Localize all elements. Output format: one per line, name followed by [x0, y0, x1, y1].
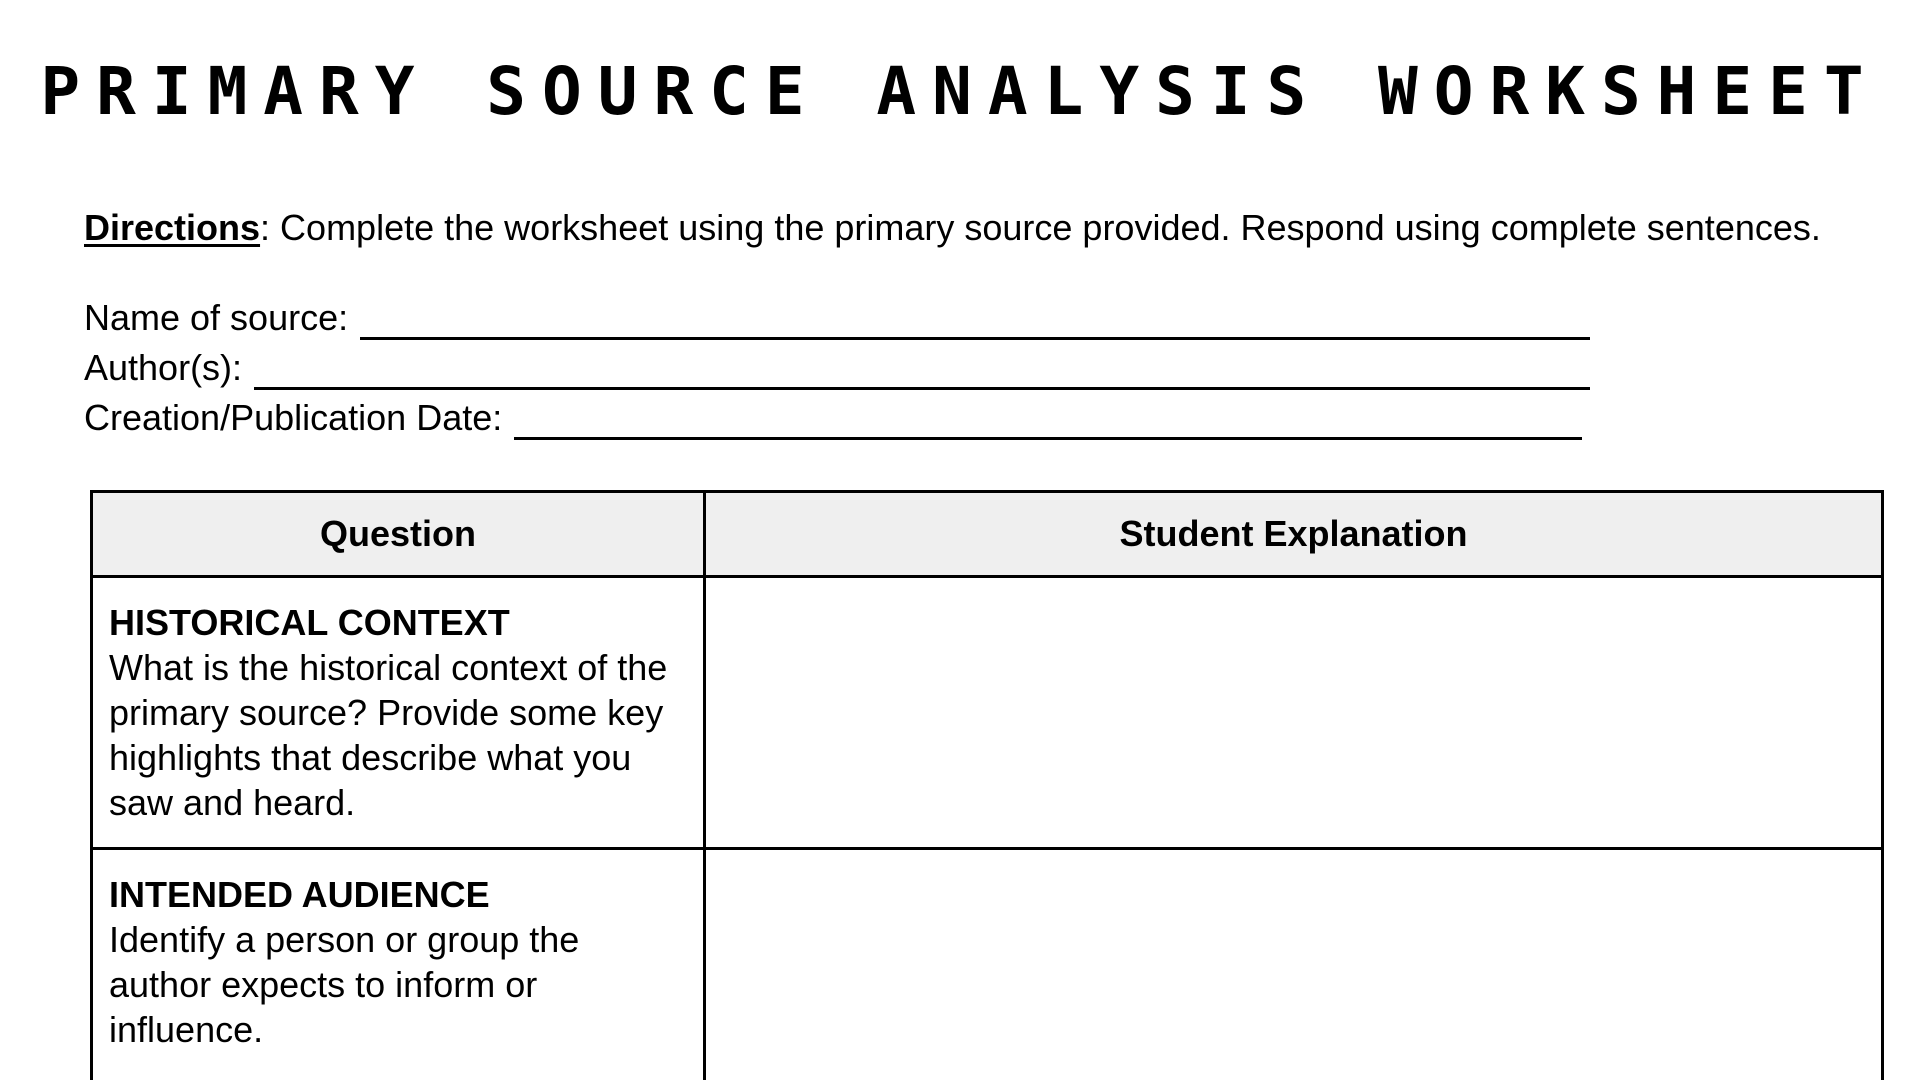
- directions-label: Directions: [84, 207, 261, 248]
- question-cell: [92, 577, 705, 849]
- question-cell: [92, 849, 705, 1080]
- answer-cell[interactable]: [705, 577, 1883, 849]
- name-of-source-blank[interactable]: [360, 305, 1590, 340]
- name-of-source-field: [84, 296, 1590, 340]
- question-text: Identify a person or group the author expects to inform or influence.: [109, 919, 580, 1050]
- authors-label: Author(s):: [84, 347, 243, 388]
- question-heading: INTENDED AUDIENCE: [109, 874, 490, 915]
- name-of-source-label: Name of source:: [84, 297, 349, 338]
- directions: [84, 206, 1821, 250]
- question-text: What is the historical context of the primary source? Provide some key highlights that describe what you saw and heard.: [109, 647, 668, 823]
- worksheet-title: PRIMARY SOURCE ANALYSIS WORKSHEET: [40, 53, 1880, 130]
- authors-blank[interactable]: [254, 355, 1590, 390]
- answer-cell[interactable]: [705, 849, 1883, 1080]
- creation-date-blank[interactable]: [514, 405, 1582, 440]
- directions-text: : Complete the worksheet using the primary source provided. Respond using complete sentences.: [260, 207, 1821, 248]
- creation-date-field: [84, 396, 1582, 440]
- explanation-column-header: Student Explanation: [705, 492, 1883, 577]
- analysis-table: [90, 490, 1884, 1080]
- table-row: [92, 849, 1883, 1080]
- table-header-row: [92, 492, 1883, 577]
- authors-field: [84, 346, 1590, 390]
- question-heading: HISTORICAL CONTEXT: [109, 602, 510, 643]
- table-row: [92, 577, 1883, 849]
- question-column-header: Question: [92, 492, 705, 577]
- creation-date-label: Creation/Publication Date:: [84, 397, 503, 438]
